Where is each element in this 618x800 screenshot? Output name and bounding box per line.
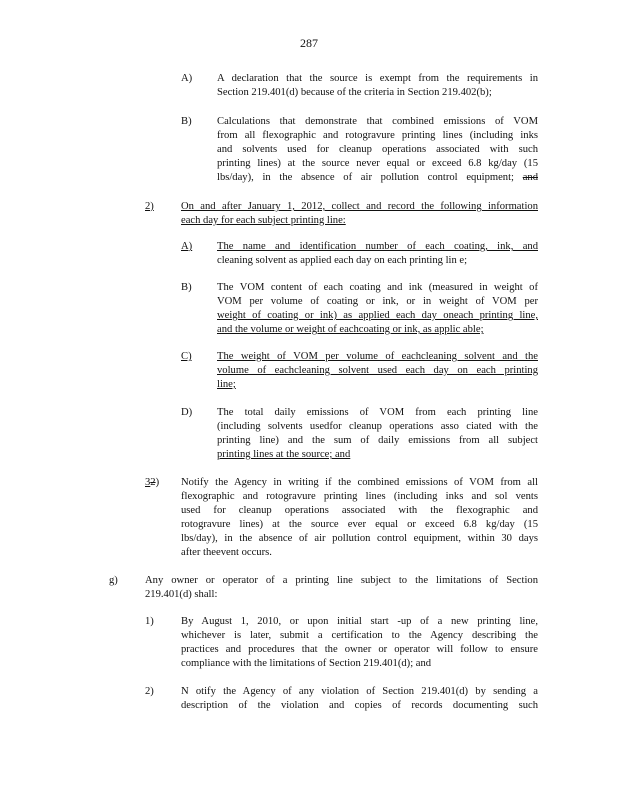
text-line: lbs/day), in the absence of air pollution control equipment, within 30 days xyxy=(181,533,538,544)
violation-paragraph xyxy=(181,685,538,713)
total-emissions-paragraph xyxy=(217,406,538,462)
text-line: description of the violation and copies of records documenting such xyxy=(181,700,538,711)
text-line: from all flexographic and rotogravure printing lines (including inks xyxy=(217,130,538,141)
declaration-paragraph xyxy=(217,72,538,100)
text-line: after theevent occurs. xyxy=(181,547,272,558)
text-line: flexographic and rotogravure printing lines (including inks and sol vents xyxy=(181,491,538,502)
item-label xyxy=(145,476,159,490)
text-line: weight of coating or ink) as applied each day oneach printing line, xyxy=(217,310,538,321)
deleted-number: 2 xyxy=(150,477,156,488)
item-label: 1) xyxy=(145,616,154,627)
item-label: D) xyxy=(181,407,193,418)
text-line: and solvents used for cleanup operations associated with such xyxy=(217,144,538,155)
item-label: 2) xyxy=(145,201,154,212)
label-paren: ) xyxy=(155,477,160,488)
text-line: and the volume or weight of eachcoating or ink, as applic able; xyxy=(217,324,484,335)
text-line: compliance with the limitations of Section 219.401(d); and xyxy=(181,658,432,669)
text-line: N otify the Agency of any violation of Section 219.401(d) by sending a xyxy=(181,686,538,697)
item-label: 2) xyxy=(145,686,154,697)
text-line: printing line) and the sum of daily emissions from all subject xyxy=(217,435,538,446)
item-label: A) xyxy=(181,241,193,252)
text-line: lbs/day), in the absence of air pollution control equipment; xyxy=(217,172,514,183)
text-line: Any owner or operator of a printing line subject to the limitations of Section xyxy=(145,575,538,586)
text-line: VOM per volume of coating or ink, or in weight of VOM per xyxy=(217,296,538,307)
text-line: Notify the Agency in writing if the combined emissions of VOM from all xyxy=(181,477,538,488)
text-line: whichever is later, submit a certification to the Agency describing the xyxy=(181,630,538,641)
calculations-paragraph xyxy=(217,115,538,185)
item-label: A) xyxy=(181,73,193,84)
text-line: each day for each subject printing line: xyxy=(181,215,346,226)
certification-paragraph xyxy=(181,615,538,671)
vom-content-paragraph xyxy=(217,281,538,337)
text-line: used for cleanup operations associated with the flexographic and xyxy=(181,505,538,516)
text-line: volume of eachcleaning solvent used each day on each printing xyxy=(217,365,538,376)
text-line: practices and procedures that the owner or operator will follow to ensure xyxy=(181,644,538,655)
text-line: cleaning solvent as applied each day on each printing lin e; xyxy=(217,255,468,266)
text-line: 219.401(d) shall: xyxy=(145,589,218,600)
text-line: On and after January 1, 2012, collect and record the following information xyxy=(181,201,538,212)
cleaning-solvent-paragraph xyxy=(217,350,538,392)
identification-paragraph xyxy=(217,240,538,268)
text-line: The name and identification number of each coating, ink, and xyxy=(217,241,538,252)
text-line: (including solvents usedfor cleanup operations asso ciated with the xyxy=(217,421,538,432)
text-line: The total daily emissions of VOM from each printing line xyxy=(217,407,538,418)
text-line: The VOM content of each coating and ink (measured in weight of xyxy=(217,282,538,293)
text-line: rotogravure lines) at the source ever equal or exceed 6.8 kg/day (15 xyxy=(181,519,538,530)
item-label: B) xyxy=(181,282,192,293)
text-line: Section 219.401(d) because of the criteria in Section 219.402(b); xyxy=(217,87,492,98)
item-label: B) xyxy=(181,116,192,127)
text-line: The weight of VOM per volume of eachcleaning solvent and the xyxy=(217,351,538,362)
item-label: g) xyxy=(109,575,118,586)
text-line: A declaration that the source is exempt from the requirements in xyxy=(217,73,538,84)
text-line-with-deletion xyxy=(217,171,538,185)
inserted-number: 3 xyxy=(145,477,151,488)
text-line: Calculations that demonstrate that combined emissions of VOM xyxy=(217,116,538,127)
page-number: 287 xyxy=(300,36,318,50)
text-line: By August 1, 2010, or upon initial start -up of a new printing line, xyxy=(181,616,538,627)
text-line: line; xyxy=(217,379,236,390)
text-line: printing lines) at the source never equal or exceed 6.8 kg/day (15 xyxy=(217,158,538,169)
item-label: C) xyxy=(181,351,192,362)
text-line: printing lines at the source; and xyxy=(217,449,351,460)
deleted-text: and xyxy=(522,172,538,183)
subsection-g-paragraph xyxy=(145,574,538,602)
daily-records-paragraph xyxy=(181,200,538,228)
notify-paragraph xyxy=(181,476,538,560)
